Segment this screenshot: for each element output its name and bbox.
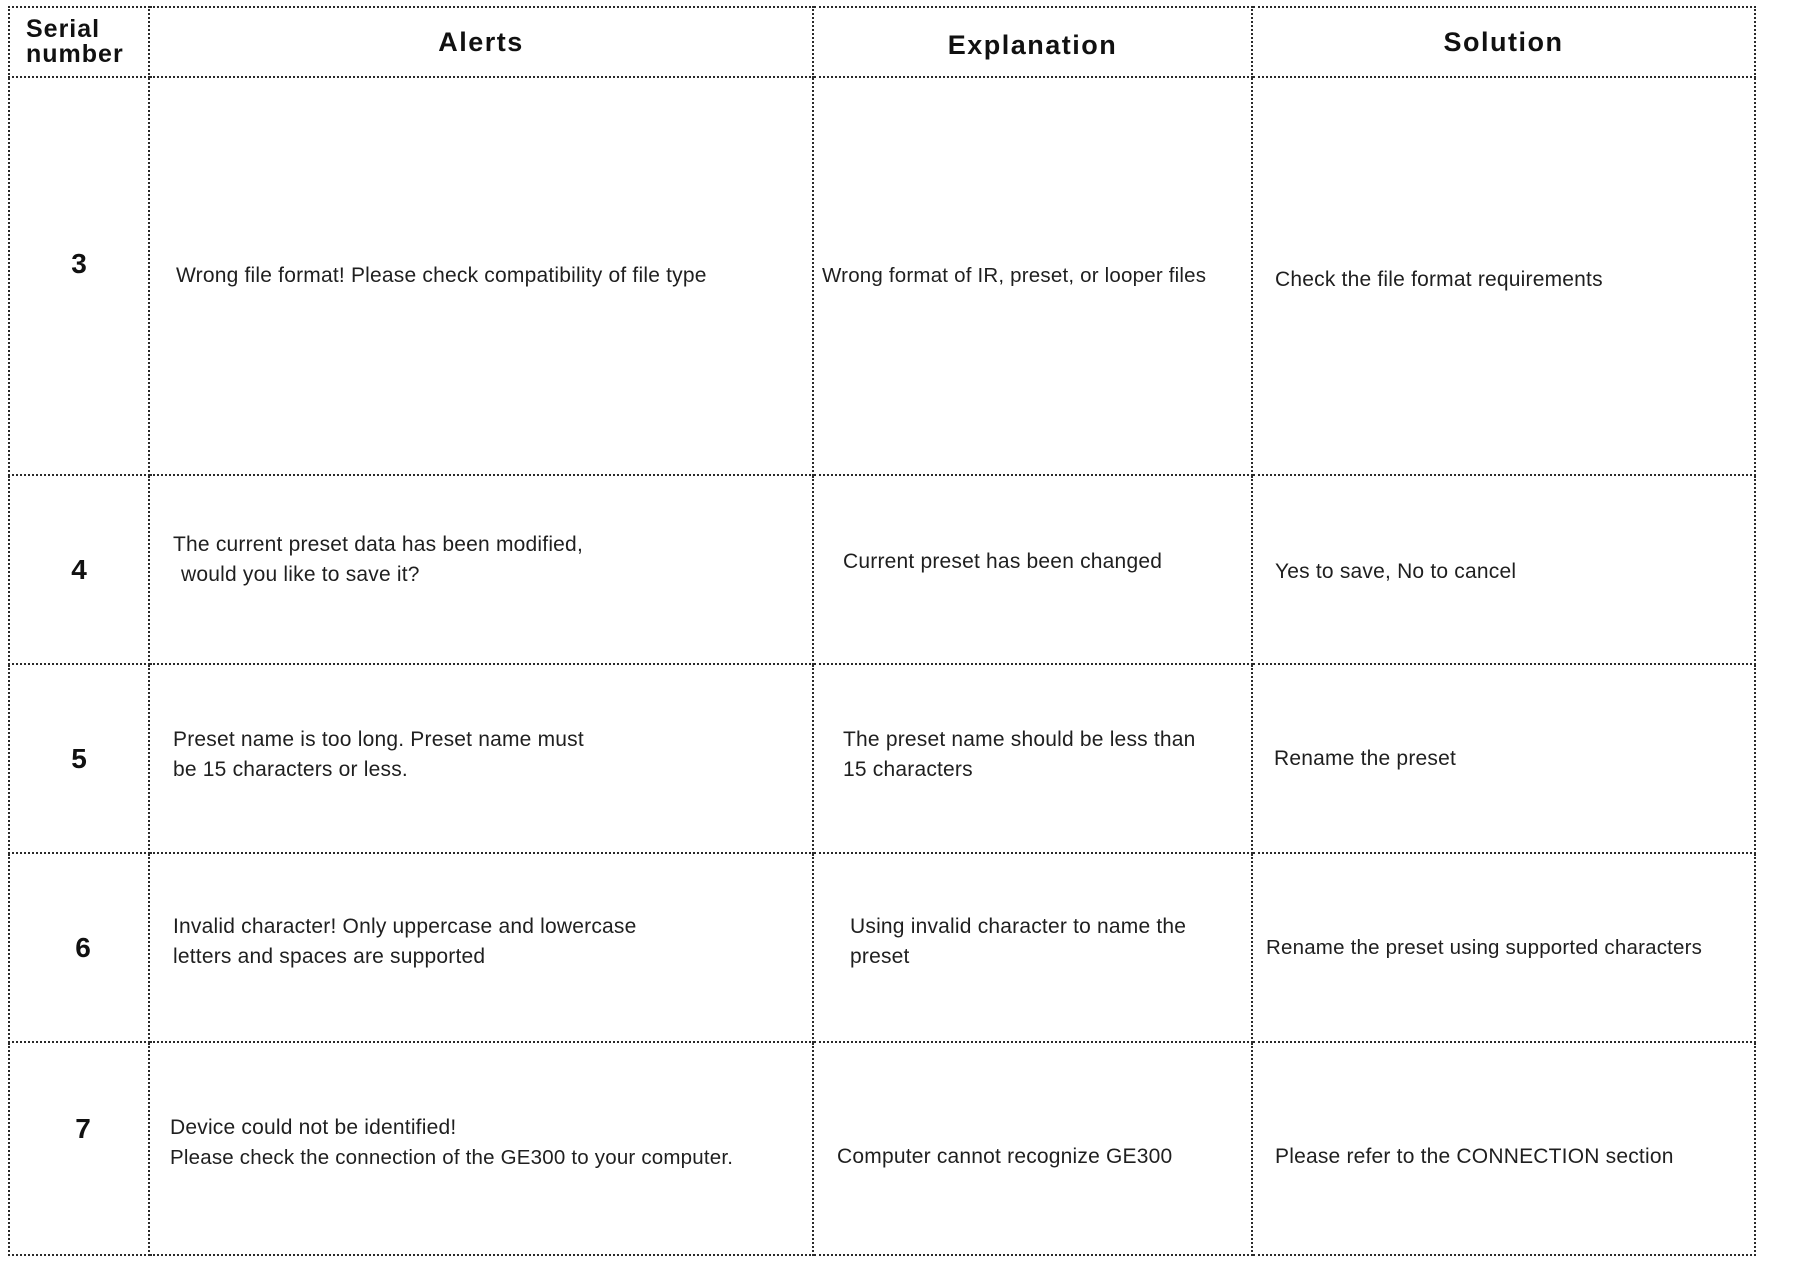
solution-cell <box>1252 77 1755 475</box>
header-serial-line-1: Serial <box>26 15 101 43</box>
alert-text-line: Preset name is too long. Preset name must <box>173 727 584 751</box>
explanation-cell <box>813 77 1252 475</box>
table-row <box>9 1042 1755 1255</box>
table-row <box>9 664 1755 853</box>
alert-text-line: would you like to save it? <box>181 562 420 586</box>
alert-cell <box>149 475 813 664</box>
serial-number: 7 <box>75 1112 91 1144</box>
explanation-cell <box>813 664 1252 853</box>
header-row <box>9 7 1755 77</box>
solution-cell <box>1252 1042 1755 1255</box>
solution-text-line: Rename the preset using supported characters <box>1266 935 1703 959</box>
explanation-text-line: preset <box>850 944 910 968</box>
solution-text-line: Check the file format requirements <box>1275 268 1603 291</box>
solution-cell <box>1252 853 1755 1042</box>
table-row <box>9 77 1755 475</box>
explanation-text-line: Current preset has been changed <box>843 549 1163 573</box>
explanation-cell <box>813 853 1252 1042</box>
alert-text-line: Invalid character! Only uppercase and lowercase <box>173 914 637 938</box>
alert-text-line: The current preset data has been modified, <box>173 532 583 556</box>
explanation-text-line: The preset name should be less than <box>843 727 1196 751</box>
solution-text-line: Please refer to the CONNECTION section <box>1275 1144 1674 1168</box>
serial-number-cell <box>9 853 149 1042</box>
solution-cell <box>1252 664 1755 853</box>
header-explanation: Explanation <box>813 7 1252 77</box>
alert-cell <box>149 664 813 853</box>
serial-number: 6 <box>75 931 91 963</box>
solution-text-line: Yes to save, No to cancel <box>1275 559 1517 583</box>
table-row <box>9 853 1755 1042</box>
serial-number: 3 <box>71 248 87 279</box>
header-serial-number <box>9 7 149 77</box>
alert-cell <box>149 853 813 1042</box>
header-serial-line-2: number <box>26 40 124 68</box>
explanation-text-line: Using invalid character to name the <box>850 914 1187 938</box>
header-alerts: Alerts <box>149 7 813 77</box>
alert-cell <box>149 77 813 475</box>
serial-number: 5 <box>71 742 87 774</box>
alert-text-line: Please check the connection of the GE300 to your computer. <box>170 1145 734 1169</box>
explanation-cell <box>813 475 1252 664</box>
alerts-table <box>8 6 1756 1256</box>
alert-cell <box>149 1042 813 1255</box>
explanation-text-line: Computer cannot recognize GE300 <box>837 1144 1173 1168</box>
explanation-text-line: Wrong format of IR, preset, or looper files <box>822 264 1207 287</box>
alert-text-line: be 15 characters or less. <box>173 757 408 781</box>
serial-number-cell <box>9 77 149 475</box>
header-solution: Solution <box>1252 7 1755 77</box>
alert-text-line: letters and spaces are supported <box>173 944 486 968</box>
alert-text-line: Device could not be identified! <box>170 1115 457 1139</box>
alert-text-line: Wrong file format! Please check compatibility of file type <box>176 264 707 287</box>
explanation-text-line: 15 characters <box>843 757 973 781</box>
serial-number-cell <box>9 664 149 853</box>
table-row <box>9 475 1755 664</box>
serial-number: 4 <box>71 553 87 585</box>
serial-number-cell <box>9 475 149 664</box>
serial-number-cell <box>9 1042 149 1255</box>
explanation-cell <box>813 1042 1252 1255</box>
solution-text-line: Rename the preset <box>1274 746 1457 770</box>
solution-cell <box>1252 475 1755 664</box>
